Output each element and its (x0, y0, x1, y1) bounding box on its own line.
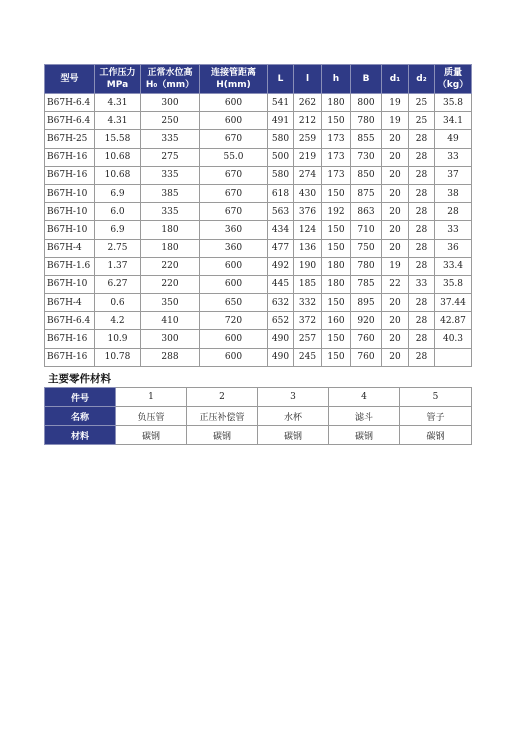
table-row (45, 148, 472, 166)
part-no-cell: 1 (116, 388, 187, 407)
model-cell: B67H-25 (45, 130, 95, 148)
table-cell: 19 (382, 112, 409, 130)
table-row (45, 166, 472, 184)
table-cell: 20 (382, 330, 409, 348)
model-cell: B67H-1.6 (45, 257, 95, 275)
table-cell: 490 (268, 330, 294, 348)
table-row (45, 203, 472, 221)
table-cell: 6.9 (95, 221, 141, 239)
table-cell: 173 (322, 130, 351, 148)
table-cell: 173 (322, 148, 351, 166)
part-material-cell: 碳钢 (116, 426, 187, 445)
table-cell: 20 (382, 184, 409, 202)
table-cell: 185 (294, 275, 322, 293)
table-cell: 332 (294, 294, 322, 312)
part-material-cell: 碳钢 (258, 426, 329, 445)
table-cell: 895 (351, 294, 382, 312)
table-cell: 136 (294, 239, 322, 257)
table-cell: 20 (382, 203, 409, 221)
table-row (45, 221, 472, 239)
part-name-cell: 管子 (400, 407, 472, 426)
part-material-cell: 碳钢 (329, 426, 400, 445)
table-cell: 28 (409, 166, 435, 184)
table-cell: 376 (294, 203, 322, 221)
part-no-cell: 4 (329, 388, 400, 407)
model-cell: B67H-4 (45, 294, 95, 312)
table-cell: 650 (200, 294, 268, 312)
header-model: 型号 (45, 65, 95, 94)
table-cell: 160 (322, 312, 351, 330)
table-cell: 28 (409, 330, 435, 348)
part-no-cell: 5 (400, 388, 472, 407)
table-cell: 288 (141, 348, 200, 366)
table-cell: 28 (409, 294, 435, 312)
part-name-label: 名称 (45, 407, 116, 426)
table-cell: 55.0 (200, 148, 268, 166)
table-cell: 37.44 (435, 294, 472, 312)
table-cell: 33.4 (435, 257, 472, 275)
table-cell: 28 (409, 239, 435, 257)
table-cell: 1.37 (95, 257, 141, 275)
table-cell: 4.31 (95, 112, 141, 130)
table-cell: 785 (351, 275, 382, 293)
table-cell: 20 (382, 239, 409, 257)
parts-section-title: 主要零件材料 (48, 373, 111, 385)
table-cell: 38 (435, 184, 472, 202)
table-cell: 780 (351, 257, 382, 275)
table-cell: 35.8 (435, 275, 472, 293)
table-cell: 10.78 (95, 348, 141, 366)
table-cell: 500 (268, 148, 294, 166)
model-cell: B67H-10 (45, 221, 95, 239)
table-cell: 710 (351, 221, 382, 239)
table-cell: 580 (268, 130, 294, 148)
table-cell: 6.0 (95, 203, 141, 221)
table-row (45, 348, 472, 366)
table-row (45, 275, 472, 293)
table-cell: 20 (382, 130, 409, 148)
table-row (45, 130, 472, 148)
table-cell: 150 (322, 184, 351, 202)
table-cell: 670 (200, 184, 268, 202)
table-cell: 580 (268, 166, 294, 184)
table-cell: 180 (322, 94, 351, 112)
table-cell: 35.8 (435, 94, 472, 112)
table-cell: 180 (141, 221, 200, 239)
table-cell: 300 (141, 94, 200, 112)
table-cell: 670 (200, 166, 268, 184)
table-cell: 150 (322, 294, 351, 312)
table-cell: 20 (382, 166, 409, 184)
table-cell: 632 (268, 294, 294, 312)
table-cell: 220 (141, 257, 200, 275)
model-cell: B67H-16 (45, 348, 95, 366)
table-cell: 33 (435, 148, 472, 166)
table-cell: 274 (294, 166, 322, 184)
table-cell: 245 (294, 348, 322, 366)
table-cell: 150 (322, 221, 351, 239)
part-no-cell: 3 (258, 388, 329, 407)
part-material-cell: 碳钢 (187, 426, 258, 445)
table-cell: 28 (409, 348, 435, 366)
table-cell: 180 (141, 239, 200, 257)
table-cell: 150 (322, 112, 351, 130)
table-cell: 10.9 (95, 330, 141, 348)
header-d2: d₂ (409, 65, 435, 94)
table-cell: 28 (409, 184, 435, 202)
header-L: L (268, 65, 294, 94)
table-cell: 4.2 (95, 312, 141, 330)
table-cell: 220 (141, 275, 200, 293)
table-cell: 150 (322, 330, 351, 348)
table-cell: 600 (200, 257, 268, 275)
model-cell: B67H-6.4 (45, 312, 95, 330)
part-material-cell: 碳钢 (400, 426, 472, 445)
table-cell: 259 (294, 130, 322, 148)
table-cell: 42.87 (435, 312, 472, 330)
table-cell: 19 (382, 257, 409, 275)
table-cell: 150 (322, 348, 351, 366)
table-cell: 150 (322, 239, 351, 257)
model-cell: B67H-16 (45, 148, 95, 166)
table-cell: 760 (351, 348, 382, 366)
table-row (45, 239, 472, 257)
table-cell: 477 (268, 239, 294, 257)
table-cell: 600 (200, 348, 268, 366)
table-cell: 20 (382, 348, 409, 366)
header-pipe-distance: 连接管距离 H(mm) (200, 65, 268, 94)
table-cell: 20 (382, 148, 409, 166)
table-cell: 750 (351, 239, 382, 257)
table-cell: 875 (351, 184, 382, 202)
table-cell: 20 (382, 312, 409, 330)
table-cell: 180 (322, 275, 351, 293)
table-cell: 19 (382, 94, 409, 112)
model-cell: B67H-10 (45, 275, 95, 293)
parts-material-row (45, 426, 472, 445)
table-cell: 670 (200, 203, 268, 221)
part-name-cell: 负压管 (116, 407, 187, 426)
table-cell: 720 (200, 312, 268, 330)
model-cell: B67H-16 (45, 330, 95, 348)
table-cell: 15.58 (95, 130, 141, 148)
parts-number-row (45, 388, 472, 407)
table-cell: 173 (322, 166, 351, 184)
table-cell: 20 (382, 221, 409, 239)
table-cell: 262 (294, 94, 322, 112)
table-row (45, 330, 472, 348)
table-cell: 800 (351, 94, 382, 112)
part-name-cell: 正压补偿管 (187, 407, 258, 426)
table-cell: 28 (409, 148, 435, 166)
table-cell: 760 (351, 330, 382, 348)
table-cell: 492 (268, 257, 294, 275)
table-cell (435, 348, 472, 366)
table-cell: 618 (268, 184, 294, 202)
header-h: h (322, 65, 351, 94)
table-cell: 33 (409, 275, 435, 293)
table-cell: 600 (200, 94, 268, 112)
table-cell: 350 (141, 294, 200, 312)
table-cell: 600 (200, 112, 268, 130)
table-cell: 36 (435, 239, 472, 257)
table-cell: 360 (200, 221, 268, 239)
table-cell: 360 (200, 239, 268, 257)
table-cell: 28 (435, 203, 472, 221)
table-cell: 257 (294, 330, 322, 348)
table-cell: 37 (435, 166, 472, 184)
table-cell: 0.6 (95, 294, 141, 312)
table-cell: 855 (351, 130, 382, 148)
table-cell: 28 (409, 203, 435, 221)
table-cell: 250 (141, 112, 200, 130)
table-cell: 4.31 (95, 94, 141, 112)
table-cell: 124 (294, 221, 322, 239)
model-cell: B67H-6.4 (45, 112, 95, 130)
part-no-label: 件号 (45, 388, 116, 407)
model-cell: B67H-10 (45, 184, 95, 202)
part-no-cell: 2 (187, 388, 258, 407)
spec-table (44, 64, 472, 367)
model-cell: B67H-6.4 (45, 94, 95, 112)
table-cell: 600 (200, 275, 268, 293)
part-name-cell: 滤斗 (329, 407, 400, 426)
model-cell: B67H-10 (45, 203, 95, 221)
table-cell: 275 (141, 148, 200, 166)
table-cell: 372 (294, 312, 322, 330)
spec-table-body (45, 94, 472, 367)
table-row (45, 257, 472, 275)
table-cell: 180 (322, 257, 351, 275)
table-row (45, 184, 472, 202)
table-cell: 670 (200, 130, 268, 148)
table-cell: 850 (351, 166, 382, 184)
header-mass: 质量 （kg） (435, 65, 472, 94)
table-cell: 863 (351, 203, 382, 221)
table-cell: 434 (268, 221, 294, 239)
table-row (45, 294, 472, 312)
table-cell: 28 (409, 257, 435, 275)
table-cell: 212 (294, 112, 322, 130)
table-cell: 28 (409, 221, 435, 239)
table-cell: 652 (268, 312, 294, 330)
table-cell: 192 (322, 203, 351, 221)
table-cell: 40.3 (435, 330, 472, 348)
table-cell: 10.68 (95, 148, 141, 166)
table-cell: 22 (382, 275, 409, 293)
table-cell: 20 (382, 294, 409, 312)
table-cell: 2.75 (95, 239, 141, 257)
table-cell: 730 (351, 148, 382, 166)
table-cell: 10.68 (95, 166, 141, 184)
table-cell: 190 (294, 257, 322, 275)
table-cell: 563 (268, 203, 294, 221)
header-pressure: 工作压力 MPa (95, 65, 141, 94)
table-cell: 490 (268, 348, 294, 366)
table-cell: 33 (435, 221, 472, 239)
table-cell: 335 (141, 130, 200, 148)
header-d1: d₁ (382, 65, 409, 94)
table-cell: 34.1 (435, 112, 472, 130)
table-cell: 430 (294, 184, 322, 202)
table-row (45, 112, 472, 130)
table-cell: 780 (351, 112, 382, 130)
model-cell: B67H-4 (45, 239, 95, 257)
part-material-label: 材料 (45, 426, 116, 445)
table-cell: 6.9 (95, 184, 141, 202)
table-cell: 445 (268, 275, 294, 293)
table-cell: 385 (141, 184, 200, 202)
header-l: l (294, 65, 322, 94)
table-cell: 600 (200, 330, 268, 348)
table-cell: 335 (141, 203, 200, 221)
table-cell: 410 (141, 312, 200, 330)
table-cell: 491 (268, 112, 294, 130)
parts-name-row (45, 407, 472, 426)
table-cell: 300 (141, 330, 200, 348)
table-cell: 541 (268, 94, 294, 112)
part-name-cell: 水杯 (258, 407, 329, 426)
table-cell: 335 (141, 166, 200, 184)
table-cell: 28 (409, 130, 435, 148)
table-cell: 25 (409, 112, 435, 130)
parts-table (44, 387, 472, 445)
spec-header-row (45, 65, 472, 94)
table-row (45, 312, 472, 330)
table-cell: 28 (409, 312, 435, 330)
header-B: B (351, 65, 382, 94)
table-cell: 25 (409, 94, 435, 112)
header-water-level: 正常水位高 H₀（mm） (141, 65, 200, 94)
table-cell: 49 (435, 130, 472, 148)
table-cell: 219 (294, 148, 322, 166)
table-cell: 6.27 (95, 275, 141, 293)
table-row (45, 94, 472, 112)
table-cell: 920 (351, 312, 382, 330)
model-cell: B67H-16 (45, 166, 95, 184)
